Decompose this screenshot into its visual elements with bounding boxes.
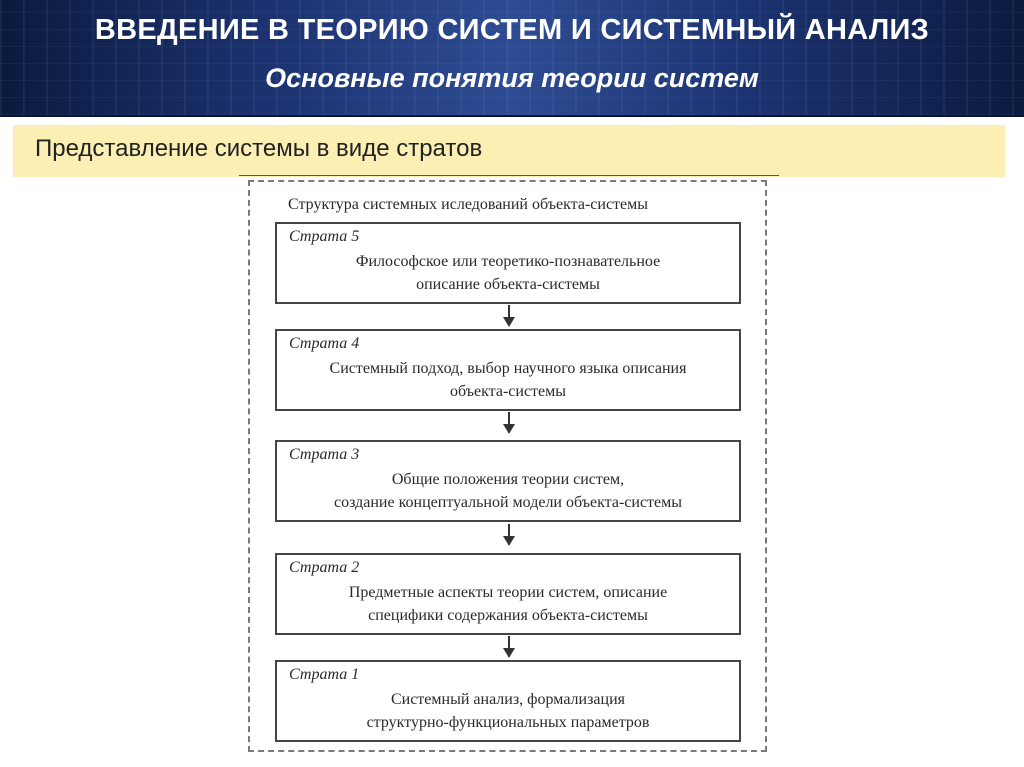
- page-subtitle: Основные понятия теории систем: [265, 63, 759, 93]
- stratum-4-box: [275, 329, 741, 411]
- stratum-description: [277, 250, 739, 296]
- stratum-description: [277, 581, 739, 627]
- stratum-1-box: [275, 660, 741, 742]
- stratum-description: [277, 688, 739, 734]
- stratum-line: описание объекта-системы: [416, 276, 600, 293]
- stratum-description: [277, 468, 739, 514]
- stratum-label: Страта 3: [289, 446, 360, 463]
- stratum-3-box: [275, 440, 741, 522]
- stratum-line: Философское или теоретико-познавательное: [355, 253, 661, 270]
- stratum-line: Общие положения теории систем,: [391, 471, 625, 488]
- stratum-line: Предметные аспекты теории систем, описание: [348, 584, 668, 601]
- stratum-label: Страта 2: [289, 559, 360, 576]
- stratum-5-box: [275, 222, 741, 304]
- stratum-line: специфики содержания объекта-системы: [368, 607, 648, 624]
- stratum-line: Системный анализ, формализация: [390, 691, 626, 708]
- section-heading: Представление системы в виде стратов: [35, 135, 483, 162]
- diagram-caption: Структура системных иследований объекта-системы: [288, 196, 649, 213]
- down-arrow-icon: [499, 412, 519, 436]
- stratum-line: объекта-системы: [449, 383, 567, 400]
- down-arrow-icon: [499, 636, 519, 660]
- stratum-label: Страта 4: [289, 335, 360, 352]
- stratum-description: [277, 357, 739, 403]
- heading-underline: [239, 175, 779, 176]
- stratum-line: создание концептуальной модели объекта-системы: [333, 494, 683, 511]
- stratum-line: структурно-функциональных параметров: [366, 714, 650, 731]
- page-title: ВВЕДЕНИЕ В ТЕОРИЮ СИСТЕМ И СИСТЕМНЫЙ АНАЛИЗ: [94, 14, 930, 46]
- stratum-line: Системный подход, выбор научного языка описания: [329, 360, 687, 377]
- header-banner: [0, 0, 1024, 117]
- stratum-2-box: [275, 553, 741, 635]
- down-arrow-icon: [499, 305, 519, 329]
- stratum-label: Страта 1: [289, 666, 360, 683]
- stratum-label: Страта 5: [289, 228, 360, 245]
- down-arrow-icon: [499, 524, 519, 548]
- section-heading-bar: [13, 125, 1005, 177]
